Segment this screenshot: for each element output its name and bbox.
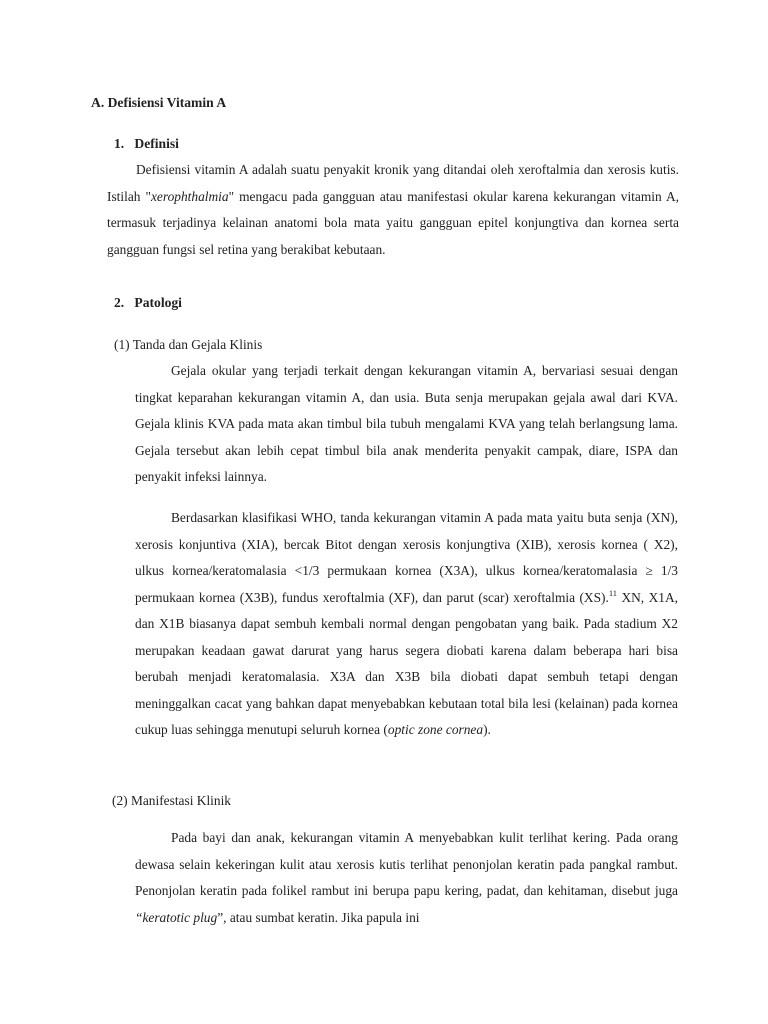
definisi-text-b: " mengacu pada gangguan atau manifestasi okular karena kekurangan vitamin A, termasuk terjadinya kelainan anatomi bola mata yaitu gangguan epitel konjungtiva dan kornea serta gangguan fungsi sel retina yang berakibat kebutaan. — [107, 188, 679, 257]
manifestasi-heading: (2) Manifestasi Klinik — [112, 793, 232, 808]
optic-zone-term: optic zone cornea — [387, 722, 484, 737]
tanda-paragraph-2 — [135, 505, 678, 744]
citation-superscript: 11 — [608, 587, 618, 598]
keratotic-plug-term: “keratotic plug — [135, 909, 218, 925]
definisi-term: xerophthalmia — [150, 188, 229, 204]
tanda-heading: (1) Tanda dan Gejala Klinis — [114, 337, 263, 352]
tanda-paragraph-1: Gejala okular yang terjadi terkait dengan kekurangan vitamin A, bervariasi sesuai dengan tingkat keparahan kekurangan vitamin A, dan usia. Buta senja merupakan gejala awal dari KVA. Gejala klinis KVA pada mata akan timbul bila tubuh mengalami KVA yang telah berlangsung lama. Gejala tersebut akan lebih cepat timbul bila anak menderita penyakit campak, diare, ISPA dan penyakit infeksi lainnya. — [135, 363, 678, 484]
manifestasi-text-b: ”, atau sumbat keratin. Jika papula ini — [217, 909, 420, 925]
definisi-paragraph — [107, 157, 679, 263]
section-title: A. Defisiensi Vitamin A — [91, 95, 227, 110]
definisi-text-a: Defisiensi vitamin A adalah suatu penyakit kronik yang ditandai oleh xeroftalmia dan xerosis kutis. Istilah " — [107, 162, 679, 204]
manifestasi-paragraph — [135, 825, 678, 931]
manifestasi-text-a: Pada bayi dan anak, kekurangan vitamin A menyebabkan kulit terlihat kering. Pada orang dewasa selain kekeringan kulit atau xerosis kutis terlihat penonjolan keratin pada pangkal rambut. Penonjolan keratin pada folikel rambut ini berupa papu kering, padat, dan kehitaman, disebut juga — [135, 830, 678, 898]
tanda-text-c: ). — [483, 722, 491, 737]
patologi-heading: 2. Patologi — [114, 295, 182, 310]
tanda-text-a: Berdasarkan klasifikasi WHO, tanda kekurangan vitamin A pada mata yaitu buta senja (XN), xerosis konjuntiva (XIA), bercak Bitot dengan xerosis konjungtiva (XIB), xerosis kornea ( X2), ulkus kornea/keratomalasia <1/3 permukaan kornea (X3A), ulkus kornea/keratomalasia ≥ 1/3 permukaan kornea (X3B), fundus xeroftalmia (XF), dan parut (scar) xeroftalmia (XS). — [135, 510, 678, 605]
tanda-text-b: XN, X1A, dan X1B biasanya dapat sembuh kembali normal dengan pengobatan yang baik. Pada stadium X2 merupakan keadaan gawat darurat yang harus segera diobati karena dalam beberapa hari bisa berubah menjadi keratomalasia. X3A dan X3B bila diobati dapat sembuh tetapi dengan meninggalkan cacat yang bahkan dapat menyebabkan kebutaan total bila lesi (kelainan) pada kornea cukup luas sehingga menutupi seluruh kornea ( — [135, 589, 678, 737]
definisi-heading: 1. Definisi — [114, 136, 179, 151]
